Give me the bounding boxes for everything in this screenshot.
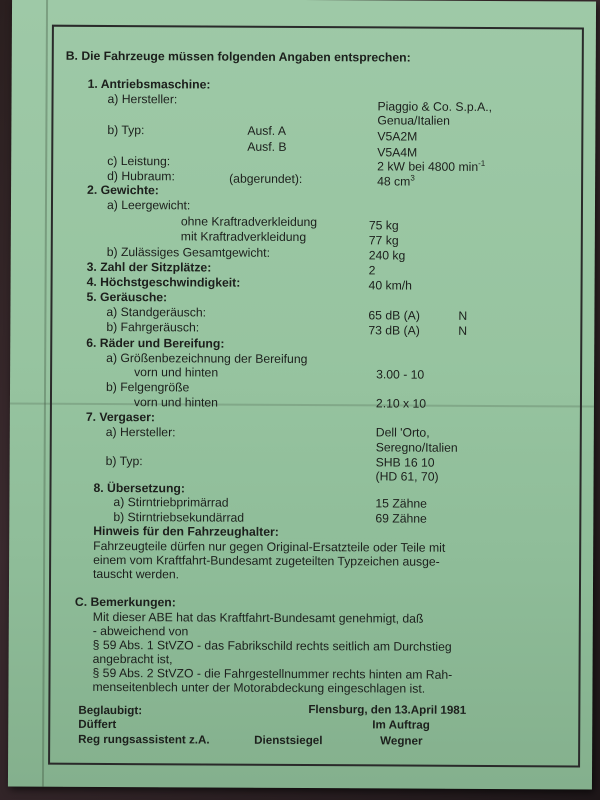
place-date: Flensburg, den 13.April 1981 bbox=[308, 703, 467, 717]
s1-c-label: c) Leistung: bbox=[107, 153, 171, 169]
c-line6: menseitenblech unter der Motorabdeckung eingeschlagen ist. bbox=[92, 679, 426, 696]
s8-a-label: a) Stirntriebprimärrad bbox=[113, 495, 229, 510]
s1-c-value-text: 2 kW bei 4800 min bbox=[377, 159, 479, 174]
dienstsiegel-label: Dienstsiegel bbox=[254, 733, 323, 748]
s2-a2-label: mit Kraftradverkleidung bbox=[180, 229, 307, 245]
s1-b-ausf-b: Ausf. B bbox=[247, 139, 287, 154]
s5-a-value: 65 dB (A) bbox=[368, 308, 420, 323]
s4-title: 4. Höchstgeschwindigkeit: bbox=[86, 274, 241, 290]
s1-d-value bbox=[377, 174, 415, 188]
s7-a-value1: Dell 'Orto, bbox=[375, 425, 430, 440]
section-c-title: C. Bemerkungen: bbox=[74, 594, 176, 610]
s2-a2-value: 77 kg bbox=[368, 233, 399, 248]
c-line5: § 59 Abs. 2 StVZO - die Fahrgestellnummer rechts hinten am Rah- bbox=[92, 665, 453, 682]
s8-title: 8. Übersetzung: bbox=[93, 480, 185, 496]
s1-a-value1: Piaggio & Co. S.p.A., bbox=[377, 99, 493, 114]
s1-d-value-text: 48 cm bbox=[377, 174, 411, 189]
s1-c-exponent: -1 bbox=[478, 158, 486, 168]
s1-b-ausf-a: Ausf. A bbox=[247, 123, 287, 138]
s6-b-value: 2.10 x 10 bbox=[375, 396, 427, 411]
s6-a-value: 3.00 - 10 bbox=[376, 367, 425, 382]
s1-b-value-b: V5A4M bbox=[377, 145, 418, 160]
s6-b-label: b) Felgengröße bbox=[105, 379, 190, 395]
s2-a-label: a) Leergewicht: bbox=[106, 197, 191, 213]
s7-b-label: b) Typ: bbox=[105, 453, 143, 469]
s6-a-sub: vorn und hinten bbox=[134, 365, 219, 380]
s2-b-value: 240 kg bbox=[368, 248, 406, 263]
s7-b-value1: SHB 16 10 bbox=[375, 455, 435, 470]
s7-b-value2: (HD 61, 70) bbox=[375, 469, 439, 484]
signer-left-name: Düffert bbox=[78, 717, 117, 732]
s2-a1-value: 75 kg bbox=[368, 218, 399, 233]
s1-title: 1. Antriebsmaschine: bbox=[87, 76, 211, 92]
s3-value: 2 bbox=[368, 263, 376, 278]
hinweis-line3: tauscht werden. bbox=[93, 566, 180, 582]
s3-title: 3. Zahl der Sitzplätze: bbox=[86, 259, 212, 275]
c-line2: - abweichend von bbox=[92, 623, 189, 639]
s7-a-label: a) Hersteller: bbox=[105, 424, 176, 440]
s5-b-unit: N bbox=[458, 323, 468, 338]
s6-a-label: a) Größenbezeichnung der Bereifung bbox=[106, 350, 308, 367]
s8-b-label: b) Stirntriebsekundärrad bbox=[113, 510, 245, 525]
s6-title: 6. Räder und Bereifung: bbox=[86, 335, 225, 351]
s2-a1-label: ohne Kraftradverkleidung bbox=[180, 214, 318, 230]
s1-d-label: d) Hubraum: bbox=[107, 168, 175, 184]
s1-c-value bbox=[377, 159, 485, 174]
signer-right-name: Wegner bbox=[380, 734, 423, 748]
s5-a-label: a) Standgeräusch: bbox=[106, 304, 207, 320]
s5-a-unit: N bbox=[458, 308, 468, 323]
s1-a-value2: Genua/Italien bbox=[377, 113, 450, 128]
s7-title: 7. Vergaser: bbox=[85, 409, 156, 425]
c-line3: § 59 Abs. 1 StVZO - das Fabrikschild rechts seitlich am Durchstieg bbox=[92, 637, 452, 654]
s7-a-value2: Seregno/Italien bbox=[375, 440, 458, 455]
s2-title: 2. Gewichte: bbox=[87, 182, 159, 198]
hinweis-line2: einem vom Kraftfahrt-Bundesamt zugeteilten Typzeichen ausge- bbox=[93, 552, 440, 569]
s1-a-label: a) Hersteller: bbox=[107, 91, 178, 107]
section-b-heading: B. Die Fahrzeuge müssen folgenden Angaben entsprechen: bbox=[65, 48, 411, 65]
s8-b-value: 69 Zähne bbox=[375, 511, 427, 526]
s1-b-value-a: V5A2M bbox=[377, 129, 418, 144]
s1-d-note: (abgerundet): bbox=[229, 171, 303, 186]
s5-b-label: b) Fahrgeräusch: bbox=[106, 319, 200, 335]
signer-left-title: Reg rungsassistent z.A. bbox=[78, 732, 210, 747]
hinweis-line1: Fahrzeugteile dürfen nur gegen Original-Ersatzteile oder Teile mit bbox=[93, 538, 446, 555]
s4-value: 40 km/h bbox=[368, 278, 412, 293]
s2-b-label: b) Zulässiges Gesamtgewicht: bbox=[106, 244, 271, 260]
c-line1: Mit dieser ABE hat das Kraftfahrt-Bundesamt genehmigt, daß bbox=[92, 609, 424, 626]
im-auftrag-label: Im Auftrag bbox=[372, 718, 430, 732]
hinweis-title: Hinweis für den Fahrzeughalter: bbox=[93, 523, 279, 539]
s1-b-label: b) Typ: bbox=[107, 122, 145, 138]
s8-a-value: 15 Zähne bbox=[375, 496, 427, 511]
beglaubigt-label: Beglaubigt: bbox=[78, 703, 143, 718]
s5-title: 5. Geräusche: bbox=[86, 289, 168, 305]
s6-b-sub: vorn und hinten bbox=[133, 395, 219, 410]
document-sheet bbox=[8, 0, 596, 790]
s5-b-value: 73 dB (A) bbox=[368, 323, 420, 338]
paper-fold-vertical bbox=[42, 0, 48, 787]
s1-d-exponent: 3 bbox=[410, 173, 415, 183]
c-line4: angebracht ist, bbox=[92, 651, 173, 667]
